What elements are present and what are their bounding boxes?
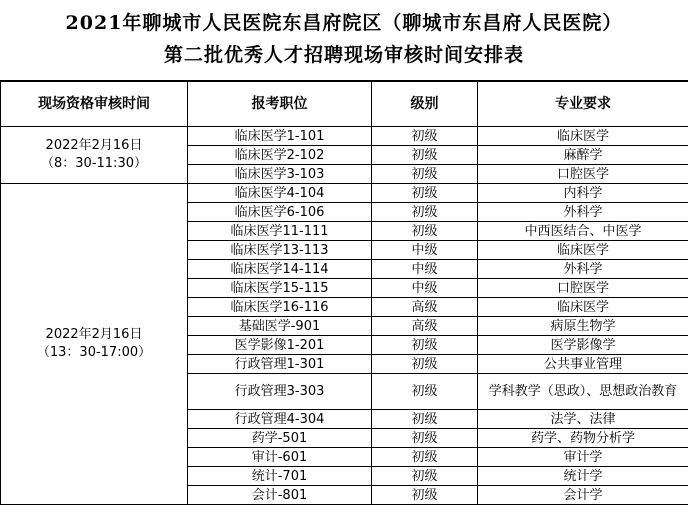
header-position: 报考职位 bbox=[188, 81, 372, 127]
position-cell: 基础医学-901 bbox=[188, 317, 372, 336]
major-cell: 外科学 bbox=[478, 203, 688, 222]
position-cell: 临床医学14-114 bbox=[188, 260, 372, 279]
position-cell: 医学影像1-201 bbox=[188, 336, 372, 355]
position-cell: 临床医学13-113 bbox=[188, 241, 372, 260]
period-text: （8：30-11:30） bbox=[41, 156, 147, 171]
level-cell: 中级 bbox=[372, 260, 478, 279]
major-cell: 麻醉学 bbox=[478, 146, 688, 165]
major-cell: 统计学 bbox=[478, 467, 688, 486]
major-cell: 法学、法律 bbox=[478, 410, 688, 429]
schedule-table bbox=[0, 80, 688, 505]
level-cell: 初级 bbox=[372, 165, 478, 184]
position-cell: 临床医学16-116 bbox=[188, 298, 372, 317]
level-cell: 初级 bbox=[372, 448, 478, 467]
position-cell: 行政管理3-303 bbox=[188, 374, 372, 410]
major-cell: 会计学 bbox=[478, 486, 688, 505]
position-cell: 药学-501 bbox=[188, 429, 372, 448]
position-cell: 临床医学6-106 bbox=[188, 203, 372, 222]
level-cell: 初级 bbox=[372, 222, 478, 241]
date-text: 2022年2月16日 bbox=[45, 327, 143, 342]
position-cell: 临床医学2-102 bbox=[188, 146, 372, 165]
position-cell: 临床医学3-103 bbox=[188, 165, 372, 184]
level-cell: 初级 bbox=[372, 429, 478, 448]
level-cell: 中级 bbox=[372, 279, 478, 298]
time-cell-morning bbox=[1, 127, 188, 184]
major-cell: 口腔医学 bbox=[478, 165, 688, 184]
header-level: 级别 bbox=[372, 81, 478, 127]
period-text: （13：30-17:00） bbox=[36, 345, 152, 360]
title-line-2: 第二批优秀人才招聘现场审核时间安排表 bbox=[163, 44, 524, 66]
level-cell: 初级 bbox=[372, 467, 478, 486]
major-cell: 临床医学 bbox=[478, 127, 688, 146]
level-cell: 高级 bbox=[372, 298, 478, 317]
major-cell: 临床医学 bbox=[478, 298, 688, 317]
position-cell: 临床医学11-111 bbox=[188, 222, 372, 241]
level-cell: 初级 bbox=[372, 355, 478, 374]
major-cell: 公共事业管理 bbox=[478, 355, 688, 374]
level-cell: 中级 bbox=[372, 241, 478, 260]
level-cell: 初级 bbox=[372, 146, 478, 165]
level-cell: 初级 bbox=[372, 374, 478, 410]
major-cell: 内科学 bbox=[478, 184, 688, 203]
position-cell: 临床医学1-101 bbox=[188, 127, 372, 146]
level-cell: 初级 bbox=[372, 336, 478, 355]
position-cell: 会计-801 bbox=[188, 486, 372, 505]
title-line-1: 2021年聊城市人民医院东昌府院区（聊城市东昌府人民医院） bbox=[65, 12, 623, 34]
level-cell: 初级 bbox=[372, 203, 478, 222]
major-cell: 临床医学 bbox=[478, 241, 688, 260]
position-cell: 行政管理1-301 bbox=[188, 355, 372, 374]
time-cell-afternoon bbox=[1, 184, 188, 505]
major-cell: 病原生物学 bbox=[478, 317, 688, 336]
table-row bbox=[1, 127, 688, 146]
level-cell: 初级 bbox=[372, 410, 478, 429]
date-text: 2022年2月16日 bbox=[45, 138, 143, 153]
header-row bbox=[1, 81, 688, 127]
level-cell: 初级 bbox=[372, 486, 478, 505]
header-time: 现场资格审核时间 bbox=[1, 81, 188, 127]
major-cell: 医学影像学 bbox=[478, 336, 688, 355]
major-cell: 口腔医学 bbox=[478, 279, 688, 298]
major-cell: 中西医结合、中医学 bbox=[478, 222, 688, 241]
position-cell: 审计-601 bbox=[188, 448, 372, 467]
header-major: 专业要求 bbox=[478, 81, 688, 127]
level-cell: 初级 bbox=[372, 184, 478, 203]
level-cell: 高级 bbox=[372, 317, 478, 336]
position-cell: 统计-701 bbox=[188, 467, 372, 486]
position-cell: 行政管理4-304 bbox=[188, 410, 372, 429]
major-cell: 药学、药物分析学 bbox=[478, 429, 688, 448]
major-cell: 审计学 bbox=[478, 448, 688, 467]
position-cell: 临床医学15-115 bbox=[188, 279, 372, 298]
level-cell: 初级 bbox=[372, 127, 478, 146]
position-cell: 临床医学4-104 bbox=[188, 184, 372, 203]
major-cell: 外科学 bbox=[478, 260, 688, 279]
major-cell: 学科教学（思政）、思想政治教育 bbox=[478, 374, 688, 410]
table-row bbox=[1, 184, 688, 203]
